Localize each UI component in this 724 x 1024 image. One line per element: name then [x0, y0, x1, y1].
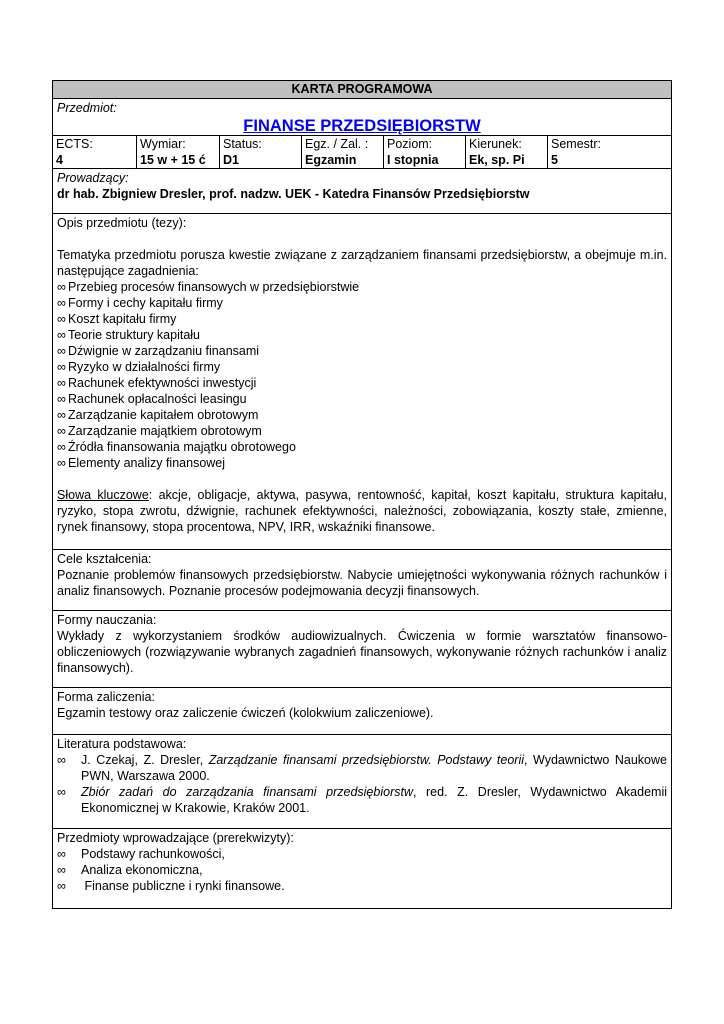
bullet-icon: ∞ — [57, 879, 66, 893]
keywords-text: : akcje, obligacje, aktywa, pasywa, rentowność, kapitał, koszt kapitału, struktura kapitału, ryzyko, stopa zwrotu, dźwignie, rachunek efektywności, należności, zobowiązania, koszty stałe, zmienne, rynek finansowy, stopa procentowa, NPV, IRR, wskaźniki finansowe. — [57, 488, 667, 534]
info-value: I stopnia — [387, 153, 439, 167]
bullet-icon: ∞ — [57, 753, 66, 767]
bullet-icon: ∞ — [57, 344, 66, 358]
topic-text: Koszt kapitału firmy — [68, 312, 177, 326]
topic-text: Teorie struktury kapitału — [68, 328, 201, 342]
bullet-icon: ∞ — [57, 376, 66, 390]
subject-section — [53, 98, 671, 135]
prereq-item: ∞ Podstawy rachunkowości, — [57, 847, 225, 861]
info-value: Egzamin — [305, 153, 357, 167]
info-label: Kierunek: — [469, 137, 522, 151]
info-value: D1 — [223, 153, 239, 167]
topics-list — [57, 279, 667, 471]
info-status — [219, 136, 301, 168]
bullet-icon: ∞ — [57, 847, 66, 861]
topic-text: Dźwignie w zarządzaniu finansami — [68, 344, 260, 358]
forms-label: Formy nauczania: — [57, 613, 157, 627]
topic-text: Elementy analizy finansowej — [68, 456, 226, 470]
topic-text: Zarządzanie kapitałem obrotowym — [68, 408, 259, 422]
bullet-icon: ∞ — [57, 456, 66, 470]
topic-text: Zarządzanie majątkiem obrotowym — [68, 424, 262, 438]
prereq-section — [53, 828, 671, 908]
topic-item — [57, 295, 667, 311]
description-section — [53, 213, 671, 549]
topic-item — [57, 423, 667, 439]
info-label: ECTS: — [56, 137, 93, 151]
literature-item: ∞ Zbiór zadań do zarządzania finansami przedsiębiorstw, red. Z. Dresler, Wydawnictwo Akademii Ekonomicznej w Krakowie, Kraków 2001. — [57, 785, 667, 815]
info-field — [465, 136, 547, 168]
info-semester — [547, 136, 671, 168]
topic-item — [57, 375, 667, 391]
keywords-label: Słowa kluczowe — [57, 488, 149, 502]
lecturer-section — [53, 168, 671, 213]
info-value: Ek, sp. Pi — [469, 153, 525, 167]
goals-text: Poznanie problemów finansowych przedsiębiorstw. Nabycie umiejętności wykonywania różnych rachunków i analiz finansowych. Poznanie procesów podejmowania decyzji finansowych. — [57, 568, 667, 598]
prereq-list — [57, 846, 667, 894]
bullet-icon: ∞ — [57, 296, 66, 310]
bullet-icon: ∞ — [57, 863, 66, 877]
bullet-icon: ∞ — [57, 440, 66, 454]
topic-text: Rachunek efektywności inwestycji — [68, 376, 257, 390]
literature-label: Literatura podstawowa: — [57, 737, 187, 751]
info-label: Poziom: — [387, 137, 433, 151]
topic-text: Źródła finansowania majątku obrotowego — [68, 440, 296, 454]
info-label: Wymiar: — [140, 137, 186, 151]
bullet-icon: ∞ — [57, 280, 66, 294]
literature-item: ∞ J. Czekaj, Z. Dresler, Zarządzanie finansami przedsiębiorstw. Podstawy teorii, Wydawnictwo Naukowe PWN, Warszawa 2000. — [57, 753, 667, 783]
literature-list — [57, 752, 667, 816]
prereq-label: Przedmioty wprowadzające (prerekwizyty): — [57, 831, 294, 845]
info-ects — [53, 136, 136, 168]
info-value: 15 w + 15 ć — [140, 153, 206, 167]
program-card — [52, 80, 672, 909]
topic-item — [57, 455, 667, 471]
topic-item — [57, 359, 667, 375]
prereq-item: ∞ Finanse publiczne i rynki finansowe. — [57, 879, 285, 893]
bullet-icon: ∞ — [57, 408, 66, 422]
topic-item — [57, 327, 667, 343]
topic-text: Rachunek opłacalności leasingu — [68, 392, 247, 406]
bullet-icon: ∞ — [57, 360, 66, 374]
info-value: 5 — [551, 153, 558, 167]
topic-item — [57, 391, 667, 407]
bullet-icon: ∞ — [57, 785, 66, 799]
bullet-icon: ∞ — [57, 328, 66, 342]
topic-text: Przebieg procesów finansowych w przedsiębiorstwie — [68, 280, 360, 294]
topic-item — [57, 343, 667, 359]
subject-title: FINANSE PRZEDSIĘBIORSTW — [243, 117, 481, 135]
prereq-item: ∞ Analiza ekonomiczna, — [57, 863, 203, 877]
bullet-icon: ∞ — [57, 312, 66, 326]
keywords-paragraph — [57, 487, 667, 535]
info-exam — [301, 136, 383, 168]
info-label: Egz. / Zal. : — [305, 137, 369, 151]
assessment-section — [53, 687, 671, 734]
topic-item — [57, 311, 667, 327]
info-label: Status: — [223, 137, 262, 151]
info-grid — [53, 135, 671, 168]
topic-text: Formy i cechy kapitału firmy — [68, 296, 223, 310]
forms-section — [53, 610, 671, 687]
info-value: 4 — [56, 153, 63, 167]
topic-item — [57, 407, 667, 423]
subject-label: Przedmiot: — [57, 101, 117, 115]
assessment-label: Forma zaliczenia: — [57, 690, 155, 704]
book-title: Zarządzanie finansami przedsiębiorstw. Podstawy teorii — [208, 753, 525, 767]
topic-text: Ryzyko w działalności firmy — [68, 360, 221, 374]
bullet-icon: ∞ — [57, 392, 66, 406]
assessment-text: Egzamin testowy oraz zaliczenie ćwiczeń (kolokwium zaliczeniowe). — [57, 706, 434, 720]
goals-section — [53, 549, 671, 610]
info-scope — [136, 136, 219, 168]
book-title: Zbiór zadań do zarządzania finansami przedsiębiorstw — [81, 785, 413, 799]
forms-text: Wykłady z wykorzystaniem środków audiowizualnych. Ćwiczenia w formie warsztatów finansowo-obliczeniowych (rozwiązywanie wybranych zagadnień finansowych, wykonywanie różnych rachunków i analiz finansowych). — [57, 629, 667, 675]
literature-section — [53, 734, 671, 828]
bullet-icon: ∞ — [57, 424, 66, 438]
info-level — [383, 136, 465, 168]
goals-label: Cele kształcenia: — [57, 552, 152, 566]
lecturer-name: dr hab. Zbigniew Dresler, prof. nadzw. UEK - Katedra Finansów Przedsiębiorstw — [57, 187, 530, 201]
description-intro: Tematyka przedmiotu porusza kwestie związane z zarządzaniem finansami przedsiębiorstw, a obejmuje m.in. następujące zagadnienia: — [57, 248, 667, 278]
card-header: KARTA PROGRAMOWA — [53, 81, 671, 98]
info-label: Semestr: — [551, 137, 602, 151]
topic-item — [57, 279, 667, 295]
description-label: Opis przedmiotu (tezy): — [57, 216, 187, 230]
topic-item — [57, 439, 667, 455]
lecturer-label: Prowadzący: — [57, 171, 129, 185]
